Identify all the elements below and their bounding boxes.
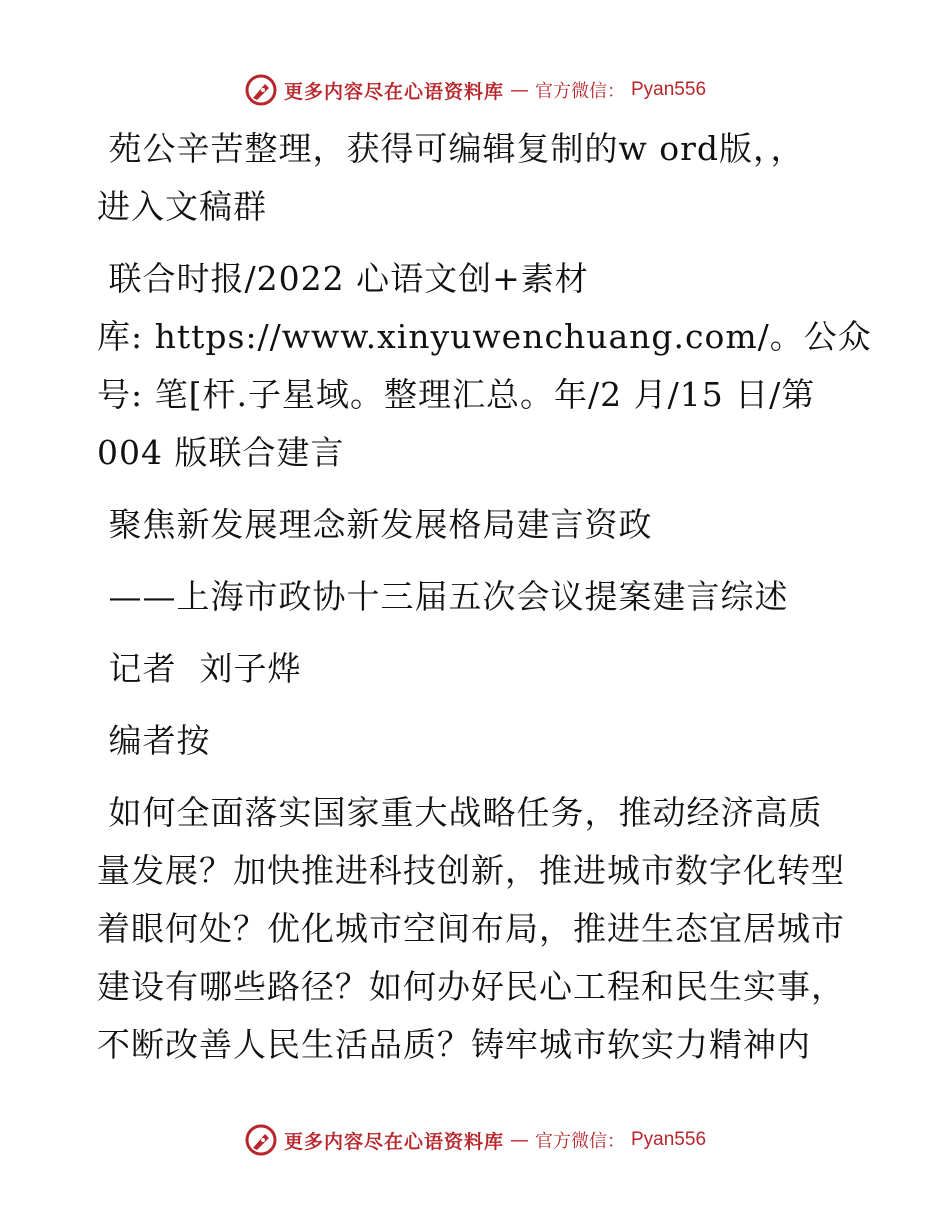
banner-wechat-id: Pyan556	[631, 1129, 707, 1150]
text-line: 苑公辛苦整理，获得可编辑复制的w ord版，，	[97, 129, 805, 168]
banner-brand-text: 更多内容尽在心语资料库	[283, 1130, 504, 1153]
intro-paragraph	[97, 120, 857, 236]
banner-wechat-label: 官方微信：	[535, 1131, 625, 1152]
article-subtitle: ——上海市政协十三届五次会议提案建言综述	[97, 577, 789, 616]
text-line: 进入文稿群	[97, 187, 267, 226]
text-line: 库: https://www.xinyuwenchuang.com/。公众	[97, 317, 872, 356]
banner-separator: —	[510, 79, 529, 101]
text-line: 如何全面落实国家重大战略任务，推动经济高质	[97, 793, 823, 832]
banner-wechat-label: 官方微信：	[535, 81, 625, 102]
text-line: 不断改善人民生活品质？铸牢城市软实力精神内	[97, 1025, 811, 1064]
text-line: 联合时报/2022 心语文创+素材	[97, 259, 589, 298]
text-line: 量发展？加快推进科技创新，推进城市数字化转型	[97, 851, 845, 890]
banner-wechat-id: Pyan556	[631, 79, 707, 100]
editor-note-paragraph	[97, 784, 857, 1074]
text-line: 建设有哪些路径？如何办好民心工程和民生实事，	[97, 967, 845, 1006]
footer-banner	[0, 1118, 950, 1162]
header-banner	[0, 68, 950, 112]
banner-separator: —	[510, 1129, 529, 1151]
editor-note-heading: 编者按	[97, 721, 211, 760]
source-paragraph	[97, 250, 872, 482]
text-line: 着眼何处？优化城市空间布局，推进生态宜居城市	[97, 909, 845, 948]
article-title: 聚焦新发展理念新发展格局建言资政	[97, 505, 653, 544]
pen-nib-logo-icon	[244, 1123, 278, 1157]
text-line: 号: 笔[杆.子星域。整理汇总。年/2 月/15 日/第	[97, 375, 816, 414]
text-line: 004 版联合建言	[97, 433, 345, 472]
banner-brand-text: 更多内容尽在心语资料库	[283, 80, 504, 103]
reporter-byline: 记者 刘子烨	[97, 649, 302, 688]
document-body	[97, 120, 872, 1074]
pen-nib-logo-icon	[244, 73, 278, 107]
